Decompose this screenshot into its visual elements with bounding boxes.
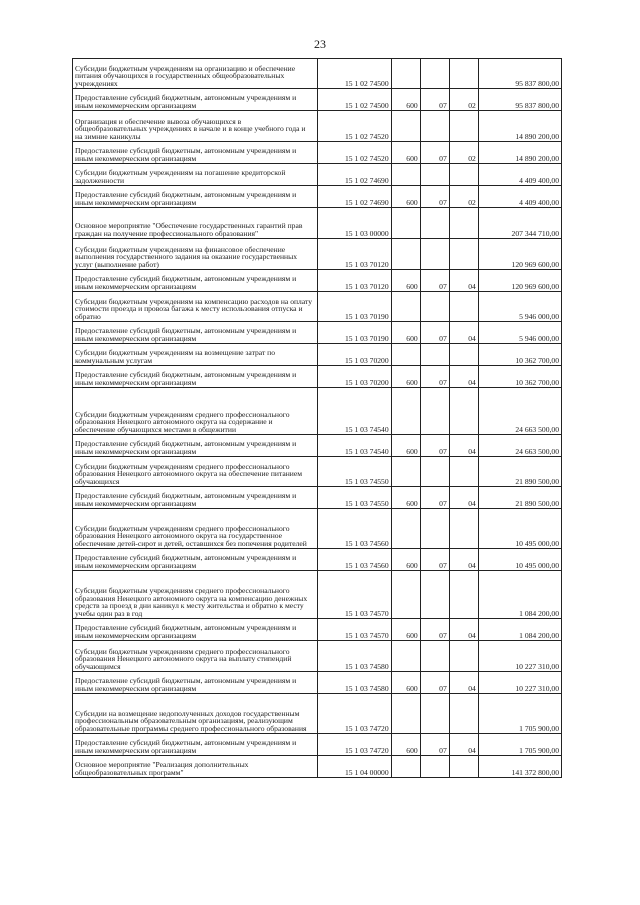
target-article-code-cell: 15 1 03 00000 [317, 208, 391, 239]
table-row [73, 344, 562, 366]
subsection-cell [449, 509, 478, 549]
section-cell: 07 [420, 487, 449, 509]
row-name-cell: Предоставление субсидий бюджетным, автономным учреждениям и иным некоммерческим организациям [73, 89, 318, 111]
table-row [73, 694, 562, 734]
section-cell: 07 [420, 549, 449, 571]
row-name-cell: Предоставление субсидий бюджетным, автономным учреждениям и иным некоммерческим организациям [73, 549, 318, 571]
target-article-code-cell: 15 1 03 74560 [317, 549, 391, 571]
subsection-cell: 04 [449, 619, 478, 641]
table-row [73, 619, 562, 641]
target-article-code-cell: 15 1 02 74500 [317, 89, 391, 111]
section-cell: 07 [420, 142, 449, 164]
target-article-code-cell: 15 1 03 74580 [317, 672, 391, 694]
amount-cell: 1 705 900,00 [478, 694, 561, 734]
subsection-cell: 04 [449, 487, 478, 509]
table-row [73, 571, 562, 619]
section-cell [420, 388, 449, 435]
amount-cell: 120 969 600,00 [478, 239, 561, 270]
expense-type-cell [391, 208, 420, 239]
amount-cell: 95 837 800,00 [478, 89, 561, 111]
row-name-cell: Субсидии бюджетным учреждениям среднего профессионального образования Ненецкого автономного округа на компенсацию денежных средств за проезд в дни каникул к месту жительства и обратно к месту учебы один раз в год [73, 571, 318, 619]
row-name-cell: Организация и обеспечение вывоза обучающихся в общеобразовательных учреждениях в начале и в конце учебного года и на зимние каникулы [73, 111, 318, 142]
target-article-code-cell: 15 1 03 74550 [317, 487, 391, 509]
table-row [73, 89, 562, 111]
table-row [73, 142, 562, 164]
subsection-cell [449, 388, 478, 435]
amount-cell: 24 663 500,00 [478, 435, 561, 457]
table-row [73, 756, 562, 778]
amount-cell: 10 227 310,00 [478, 672, 561, 694]
amount-cell: 1 084 200,00 [478, 619, 561, 641]
section-cell: 07 [420, 186, 449, 208]
amount-cell: 14 890 200,00 [478, 142, 561, 164]
row-name-cell: Предоставление субсидий бюджетным, автономным учреждениям и иным некоммерческим организациям [73, 322, 318, 344]
amount-cell: 10 495 000,00 [478, 509, 561, 549]
table-row [73, 292, 562, 322]
expense-type-cell [391, 756, 420, 778]
subsection-cell [449, 208, 478, 239]
expense-type-cell: 600 [391, 549, 420, 571]
table-row [73, 457, 562, 487]
section-cell: 07 [420, 322, 449, 344]
expense-type-cell: 600 [391, 435, 420, 457]
target-article-code-cell: 15 1 03 74570 [317, 619, 391, 641]
row-name-cell: Субсидии бюджетным учреждениям на финансовое обеспечение выполнения государственного задания на оказание государственных услуг (выполнение работ) [73, 239, 318, 270]
section-cell [420, 641, 449, 672]
subsection-cell: 04 [449, 270, 478, 292]
amount-cell: 24 663 500,00 [478, 388, 561, 435]
target-article-code-cell: 15 1 02 74500 [317, 59, 391, 89]
section-cell [420, 292, 449, 322]
expense-type-cell [391, 59, 420, 89]
subsection-cell: 02 [449, 89, 478, 111]
section-cell: 07 [420, 672, 449, 694]
table-row [73, 270, 562, 292]
table-row [73, 672, 562, 694]
row-name-cell: Субсидии бюджетным учреждениям на возмещение затрат по коммунальным услугам [73, 344, 318, 366]
expense-type-cell: 600 [391, 734, 420, 756]
amount-cell: 21 890 500,00 [478, 487, 561, 509]
section-cell: 07 [420, 366, 449, 388]
amount-cell: 14 890 200,00 [478, 111, 561, 142]
table-row [73, 59, 562, 89]
amount-cell: 5 946 000,00 [478, 322, 561, 344]
target-article-code-cell: 15 1 03 70190 [317, 292, 391, 322]
subsection-cell: 02 [449, 142, 478, 164]
target-article-code-cell: 15 1 03 74560 [317, 509, 391, 549]
row-name-cell: Предоставление субсидий бюджетным, автономным учреждениям и иным некоммерческим организациям [73, 142, 318, 164]
target-article-code-cell: 15 1 03 70200 [317, 344, 391, 366]
section-cell [420, 59, 449, 89]
expense-type-cell [391, 694, 420, 734]
target-article-code-cell: 15 1 04 00000 [317, 756, 391, 778]
row-name-cell: Предоставление субсидий бюджетным, автономным учреждениям и иным некоммерческим организациям [73, 734, 318, 756]
expense-type-cell: 600 [391, 322, 420, 344]
subsection-cell: 04 [449, 549, 478, 571]
target-article-code-cell: 15 1 03 74720 [317, 694, 391, 734]
table-row [73, 509, 562, 549]
section-cell [420, 208, 449, 239]
row-name-cell: Субсидии бюджетным учреждениям среднего профессионального образования Ненецкого автономного округа на выплату стипендий обучающимся [73, 641, 318, 672]
expense-type-cell [391, 509, 420, 549]
subsection-cell [449, 292, 478, 322]
subsection-cell [449, 164, 478, 186]
subsection-cell [449, 111, 478, 142]
expense-type-cell [391, 344, 420, 366]
table-row [73, 322, 562, 344]
subsection-cell: 04 [449, 366, 478, 388]
expense-type-cell: 600 [391, 89, 420, 111]
amount-cell: 5 946 000,00 [478, 292, 561, 322]
row-name-cell: Субсидии бюджетным учреждениям среднего профессионального образования Ненецкого автономного округа на обеспечение питанием обучающихся [73, 457, 318, 487]
table-row [73, 435, 562, 457]
table-row [73, 366, 562, 388]
expense-type-cell: 600 [391, 487, 420, 509]
row-name-cell: Субсидии бюджетным учреждениям среднего профессионального образования Ненецкого автономного округа на содержание и обеспечение обучающихся местами в общежитии [73, 388, 318, 435]
subsection-cell [449, 641, 478, 672]
expense-type-cell: 600 [391, 619, 420, 641]
row-name-cell: Субсидии бюджетным учреждениям на организацию и обеспечение питания обучающихся в государственных общеобразовательных учреждениях [73, 59, 318, 89]
subsection-cell: 04 [449, 672, 478, 694]
target-article-code-cell: 15 1 03 74540 [317, 388, 391, 435]
target-article-code-cell: 15 1 03 70190 [317, 322, 391, 344]
target-article-code-cell: 15 1 02 74690 [317, 186, 391, 208]
section-cell [420, 164, 449, 186]
target-article-code-cell: 15 1 02 74520 [317, 111, 391, 142]
target-article-code-cell: 15 1 03 74550 [317, 457, 391, 487]
subsection-cell [449, 756, 478, 778]
target-article-code-cell: 15 1 03 74540 [317, 435, 391, 457]
amount-cell: 10 362 700,00 [478, 366, 561, 388]
amount-cell: 10 362 700,00 [478, 344, 561, 366]
table-row [73, 734, 562, 756]
row-name-cell: Предоставление субсидий бюджетным, автономным учреждениям и иным некоммерческим организациям [73, 435, 318, 457]
target-article-code-cell: 15 1 02 74690 [317, 164, 391, 186]
table-row [73, 164, 562, 186]
target-article-code-cell: 15 1 03 70120 [317, 239, 391, 270]
target-article-code-cell: 15 1 02 74520 [317, 142, 391, 164]
section-cell: 07 [420, 270, 449, 292]
row-name-cell: Предоставление субсидий бюджетным, автономным учреждениям и иным некоммерческим организациям [73, 487, 318, 509]
amount-cell: 120 969 600,00 [478, 270, 561, 292]
row-name-cell: Субсидии на возмещение недополученных доходов государственным профессиональным образовательным организациям, реализующим образовательные программы среднего профессионального образования [73, 694, 318, 734]
row-name-cell: Основное мероприятие "Обеспечение государственных гарантий прав граждан на получение профессионального образования" [73, 208, 318, 239]
expense-type-cell [391, 111, 420, 142]
subsection-cell [449, 239, 478, 270]
subsection-cell [449, 59, 478, 89]
subsection-cell [449, 571, 478, 619]
section-cell [420, 457, 449, 487]
target-article-code-cell: 15 1 03 70200 [317, 366, 391, 388]
table-row [73, 239, 562, 270]
section-cell [420, 344, 449, 366]
expense-type-cell [391, 388, 420, 435]
section-cell: 07 [420, 619, 449, 641]
row-name-cell: Предоставление субсидий бюджетным, автономным учреждениям и иным некоммерческим организациям [73, 186, 318, 208]
table-row [73, 388, 562, 435]
section-cell: 07 [420, 734, 449, 756]
subsection-cell: 04 [449, 734, 478, 756]
row-name-cell: Предоставление субсидий бюджетным, автономным учреждениям и иным некоммерческим организациям [73, 366, 318, 388]
table-row [73, 208, 562, 239]
amount-cell: 141 372 800,00 [478, 756, 561, 778]
expense-type-cell [391, 292, 420, 322]
row-name-cell: Субсидии бюджетным учреждениям на погашение кредиторской задолженности [73, 164, 318, 186]
amount-cell: 95 837 800,00 [478, 59, 561, 89]
row-name-cell: Предоставление субсидий бюджетным, автономным учреждениям и иным некоммерческим организациям [73, 619, 318, 641]
expense-type-cell [391, 571, 420, 619]
subsection-cell [449, 344, 478, 366]
budget-table [72, 58, 562, 778]
table-row [73, 641, 562, 672]
expense-type-cell [391, 641, 420, 672]
amount-cell: 21 890 500,00 [478, 457, 561, 487]
expense-type-cell [391, 239, 420, 270]
target-article-code-cell: 15 1 03 74570 [317, 571, 391, 619]
section-cell: 07 [420, 89, 449, 111]
amount-cell: 4 409 400,00 [478, 164, 561, 186]
section-cell [420, 239, 449, 270]
subsection-cell [449, 457, 478, 487]
section-cell [420, 111, 449, 142]
amount-cell: 1 705 900,00 [478, 734, 561, 756]
expense-type-cell [391, 457, 420, 487]
subsection-cell: 02 [449, 186, 478, 208]
section-cell [420, 694, 449, 734]
row-name-cell: Субсидии бюджетным учреждениям среднего профессионального образования Ненецкого автономного округа на государственное обеспечение детей-сирот и детей, оставшихся без попечения родителей [73, 509, 318, 549]
row-name-cell: Предоставление субсидий бюджетным, автономным учреждениям и иным некоммерческим организациям [73, 270, 318, 292]
expense-type-cell [391, 164, 420, 186]
row-name-cell: Основное мероприятие "Реализация дополнительных общеобразовательных программ" [73, 756, 318, 778]
section-cell [420, 509, 449, 549]
row-name-cell: Предоставление субсидий бюджетным, автономным учреждениям и иным некоммерческим организациям [73, 672, 318, 694]
table-row [73, 549, 562, 571]
subsection-cell: 04 [449, 322, 478, 344]
target-article-code-cell: 15 1 03 70120 [317, 270, 391, 292]
subsection-cell [449, 694, 478, 734]
table-row [73, 487, 562, 509]
section-cell [420, 571, 449, 619]
section-cell [420, 756, 449, 778]
target-article-code-cell: 15 1 03 74580 [317, 641, 391, 672]
amount-cell: 207 344 710,00 [478, 208, 561, 239]
expense-type-cell: 600 [391, 270, 420, 292]
amount-cell: 1 084 200,00 [478, 571, 561, 619]
expense-type-cell: 600 [391, 366, 420, 388]
expense-type-cell: 600 [391, 186, 420, 208]
amount-cell: 4 409 400,00 [478, 186, 561, 208]
page-number: 23 [314, 37, 326, 51]
table-row [73, 186, 562, 208]
amount-cell: 10 227 310,00 [478, 641, 561, 672]
expense-type-cell: 600 [391, 672, 420, 694]
table-row [73, 111, 562, 142]
subsection-cell: 04 [449, 435, 478, 457]
target-article-code-cell: 15 1 03 74720 [317, 734, 391, 756]
amount-cell: 10 495 000,00 [478, 549, 561, 571]
row-name-cell: Субсидии бюджетным учреждениям на компенсацию расходов на оплату стоимости проезда и провоза багажа к месту использования отпуска и обратно [73, 292, 318, 322]
budget-table-body [73, 59, 562, 778]
expense-type-cell: 600 [391, 142, 420, 164]
section-cell: 07 [420, 435, 449, 457]
